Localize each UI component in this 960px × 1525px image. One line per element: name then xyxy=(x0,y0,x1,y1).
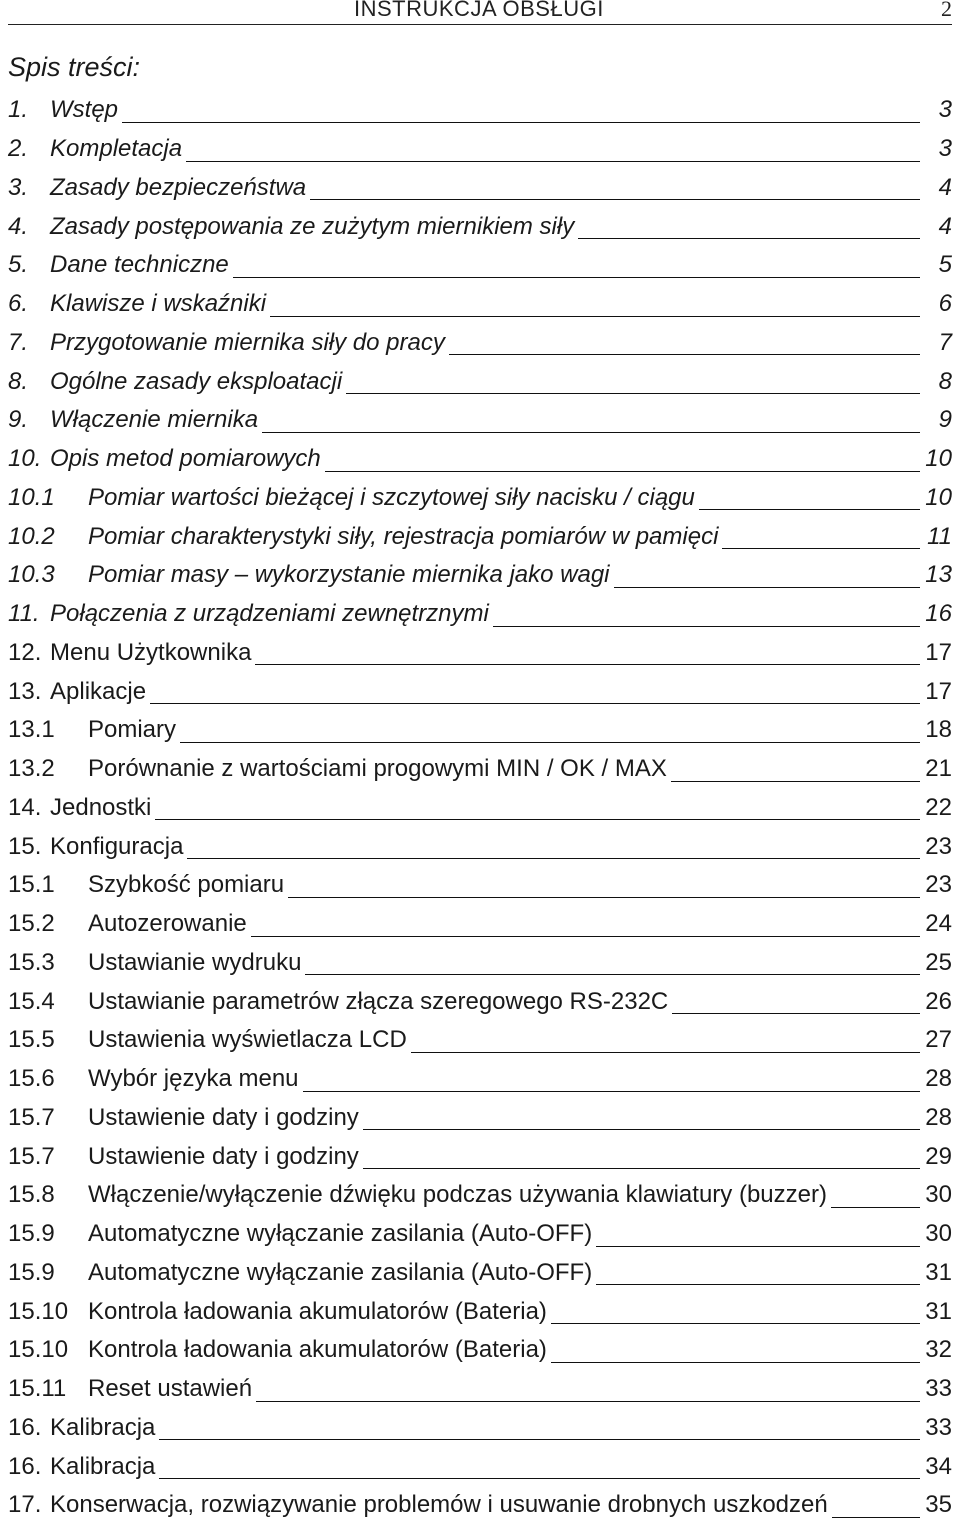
toc-entry-number: 2. xyxy=(8,135,29,163)
toc-entry-page: 13 xyxy=(925,561,952,589)
toc-entry[interactable] xyxy=(8,944,952,983)
toc-entry-number: 6. xyxy=(8,290,29,318)
toc-entry-page: 7 xyxy=(938,328,952,356)
toc-entry-page: 31 xyxy=(925,1297,952,1325)
toc-leader-line xyxy=(831,1207,920,1208)
toc-leader-line xyxy=(155,819,920,820)
toc-entry-title: Połączenia z urządzeniami zewnętrznymi xyxy=(50,600,489,628)
toc-leader-line xyxy=(614,587,920,588)
toc-leader-line xyxy=(699,509,920,510)
document-title: INSTRUKCJA OBSŁUGI xyxy=(354,0,604,21)
toc-entry-title: Kalibracja xyxy=(50,1452,156,1480)
toc-entry-number: 9. xyxy=(8,406,29,434)
toc-entry[interactable] xyxy=(8,866,952,905)
toc-entry[interactable] xyxy=(8,1215,952,1254)
page-number: 2 xyxy=(941,0,952,21)
toc-entry-title: Opis metod pomiarowych xyxy=(50,445,321,473)
toc-entry-number: 15.6 xyxy=(8,1065,55,1093)
toc-entry-number: 15. xyxy=(8,832,42,860)
toc-leader-line xyxy=(346,393,920,394)
toc-leader-line xyxy=(493,626,920,627)
toc-entry-title: Kontrola ładowania akumulatorów (Bateria) xyxy=(88,1297,547,1325)
toc-entry[interactable] xyxy=(8,1486,952,1525)
toc-leader-line xyxy=(256,1401,920,1402)
toc-entry-number: 15.2 xyxy=(8,910,55,938)
toc-leader-line xyxy=(150,703,920,704)
toc-entry[interactable] xyxy=(8,905,952,944)
toc-entry-number: 15.10 xyxy=(8,1297,69,1325)
toc-entry-title: Kalibracja xyxy=(50,1413,156,1441)
toc-leader-line xyxy=(180,742,920,743)
toc-leader-line xyxy=(832,1517,920,1518)
toc-entry-title: Ustawienie daty i godziny xyxy=(88,1142,359,1170)
toc-entry[interactable] xyxy=(8,982,952,1021)
toc-entry-page: 30 xyxy=(925,1181,952,1209)
toc-entry[interactable] xyxy=(8,169,952,208)
toc-entry[interactable] xyxy=(8,1254,952,1293)
toc-entry-page: 33 xyxy=(925,1413,952,1441)
toc-entry-title: Pomiary xyxy=(88,716,177,744)
toc-entry-number: 12. xyxy=(8,638,42,666)
toc-leader-line xyxy=(262,432,920,433)
toc-entry[interactable] xyxy=(8,634,952,673)
toc-entry-title: Pomiar wartości bieżącej i szczytowej siły nacisku / ciągu xyxy=(88,483,695,511)
toc-leader-line xyxy=(671,781,920,782)
toc-leader-line xyxy=(325,471,920,472)
toc-entry-number: 16. xyxy=(8,1452,42,1480)
toc-entry-number: 11. xyxy=(8,600,40,628)
toc-entry-number: 13. xyxy=(8,677,42,705)
toc-leader-line xyxy=(310,199,920,200)
toc-leader-line xyxy=(578,238,920,239)
toc-entry-page: 27 xyxy=(925,1026,952,1054)
page-header xyxy=(8,0,952,25)
toc-entry-title: Ustawienia wyświetlacza LCD xyxy=(88,1026,407,1054)
toc-entry-number: 15.9 xyxy=(8,1220,55,1248)
toc-entry[interactable] xyxy=(8,750,952,789)
toc-entry[interactable] xyxy=(8,1176,952,1215)
toc-leader-line xyxy=(159,1478,920,1479)
toc-entry-title: Zasady bezpieczeństwa xyxy=(50,173,307,201)
toc-entry-page: 23 xyxy=(925,832,952,860)
toc-entry-title: Wybór języka menu xyxy=(88,1065,299,1093)
toc-entry-page: 8 xyxy=(938,367,952,395)
toc-entry-title: Menu Użytkownika xyxy=(50,638,252,666)
toc-entry[interactable] xyxy=(8,827,952,866)
toc-leader-line xyxy=(159,1439,920,1440)
toc-entry-page: 6 xyxy=(938,290,952,318)
toc-entry-page: 24 xyxy=(925,910,952,938)
toc-entry-title: Ogólne zasady eksploatacji xyxy=(50,367,343,395)
toc-leader-line xyxy=(596,1246,920,1247)
toc-entry-title: Pomiar charakterystyki siły, rejestracja pomiarów w pamięci xyxy=(88,522,719,550)
toc-leader-line xyxy=(233,277,920,278)
toc-entry[interactable] xyxy=(8,130,952,169)
toc-entry-number: 14. xyxy=(8,793,42,821)
toc-entry-title: Ustawianie parametrów złącza szeregowego RS-232C xyxy=(88,987,669,1015)
toc-entry-number: 15.9 xyxy=(8,1258,55,1286)
toc-leader-line xyxy=(551,1362,920,1363)
toc-entry-page: 5 xyxy=(938,251,952,279)
toc-entry-page: 22 xyxy=(925,793,952,821)
toc-entry[interactable] xyxy=(8,556,952,595)
toc-entry-title: Szybkość pomiaru xyxy=(88,871,285,899)
toc-entry-number: 4. xyxy=(8,212,29,240)
toc-leader-line xyxy=(449,354,920,355)
toc-entry-page: 16 xyxy=(925,600,952,628)
toc-entry-number: 8. xyxy=(8,367,29,395)
toc-entry-title: Włączenie/wyłączenie dźwięku podczas używania klawiatury (buzzer) xyxy=(88,1181,827,1209)
toc-entry-number: 15.4 xyxy=(8,987,55,1015)
toc-entry[interactable] xyxy=(8,711,952,750)
toc-entry-number: 15.8 xyxy=(8,1181,55,1209)
toc-entry-number: 15.11 xyxy=(8,1375,67,1403)
toc-entry-title: Dane techniczne xyxy=(50,251,229,279)
toc-entry[interactable] xyxy=(8,362,952,401)
toc-leader-line xyxy=(596,1284,920,1285)
toc-entry-title: Zasady postępowania ze zużytym miernikiem siły xyxy=(50,212,575,240)
toc-leader-line xyxy=(672,1013,920,1014)
toc-entry-number: 10. xyxy=(8,445,42,473)
toc-entry-page: 26 xyxy=(925,987,952,1015)
toc-entry-page: 23 xyxy=(925,871,952,899)
toc-entry-number: 15.10 xyxy=(8,1336,69,1364)
toc-leader-line xyxy=(363,1129,920,1130)
toc-entry-page: 3 xyxy=(938,96,952,124)
toc-entry-page: 4 xyxy=(938,212,952,240)
toc-entry-title: Konserwacja, rozwiązywanie problemów i usuwanie drobnych uszkodzeń xyxy=(50,1491,828,1519)
toc-entry-number: 15.7 xyxy=(8,1142,55,1170)
toc-entry-title: Klawisze i wskaźniki xyxy=(50,290,267,318)
toc-entry-page: 33 xyxy=(925,1375,952,1403)
toc-entry-title: Przygotowanie miernika siły do pracy xyxy=(50,328,445,356)
toc-entry-page: 10 xyxy=(925,445,952,473)
toc-entry-number: 10.2 xyxy=(8,522,55,550)
toc-entry[interactable] xyxy=(8,1409,952,1448)
toc-entry-title: Ustawianie wydruku xyxy=(88,948,302,976)
toc-entry-title: Reset ustawień xyxy=(88,1375,253,1403)
toc-entry-number: 1. xyxy=(8,96,29,124)
toc-entry[interactable] xyxy=(8,324,952,363)
toc-entry-number: 3. xyxy=(8,173,29,201)
toc-entry-title: Aplikacje xyxy=(50,677,147,705)
toc-entry-number: 15.5 xyxy=(8,1026,55,1054)
toc-entry-title: Pomiar masy – wykorzystanie miernika jako wagi xyxy=(88,561,610,589)
toc-entry-number: 16. xyxy=(8,1413,42,1441)
toc-leader-line xyxy=(251,936,920,937)
toc-entry-page: 28 xyxy=(925,1103,952,1131)
toc-entry-number: 5. xyxy=(8,251,29,279)
toc-entry-page: 9 xyxy=(938,406,952,434)
toc-entry-page: 30 xyxy=(925,1220,952,1248)
toc-leader-line xyxy=(551,1323,920,1324)
toc-entry[interactable] xyxy=(8,1370,952,1409)
toc-entry[interactable] xyxy=(8,285,952,324)
toc-entry-number: 17. xyxy=(8,1491,42,1519)
toc-entry[interactable] xyxy=(8,207,952,246)
toc-entry-page: 18 xyxy=(925,716,952,744)
toc-entry[interactable] xyxy=(8,246,952,285)
toc-entry-page: 10 xyxy=(925,483,952,511)
toc-entry-page: 17 xyxy=(925,638,952,666)
toc-entry-page: 35 xyxy=(925,1491,952,1519)
toc-entry[interactable] xyxy=(8,1447,952,1486)
toc-entry[interactable] xyxy=(8,517,952,556)
toc-entry-title: Automatyczne wyłączanie zasilania (Auto-OFF) xyxy=(88,1220,593,1248)
toc-entry-title: Automatyczne wyłączanie zasilania (Auto-OFF) xyxy=(88,1258,593,1286)
toc-leader-line xyxy=(722,548,920,549)
toc-entry-page: 3 xyxy=(938,135,952,163)
toc-entry-page: 25 xyxy=(925,948,952,976)
toc-leader-line xyxy=(270,316,920,317)
toc-leader-line xyxy=(411,1052,920,1053)
toc-entry-title: Jednostki xyxy=(50,793,152,821)
toc-entry-title: Konfiguracja xyxy=(50,832,184,860)
toc-leader-line xyxy=(363,1168,920,1169)
toc-entry-number: 13.1 xyxy=(8,716,55,744)
toc-leader-line xyxy=(305,974,920,975)
toc-leader-line xyxy=(122,122,920,123)
toc-entry[interactable] xyxy=(8,401,952,440)
toc-entry-number: 13.2 xyxy=(8,755,55,783)
toc-leader-line xyxy=(288,897,920,898)
toc-entry-number: 10.1 xyxy=(8,483,55,511)
toc-leader-line xyxy=(186,161,920,162)
toc-entry-number: 15.1 xyxy=(8,871,55,899)
toc-entry-number: 7. xyxy=(8,328,29,356)
toc-entry[interactable] xyxy=(8,789,952,828)
toc-entry-page: 17 xyxy=(925,677,952,705)
toc-entry[interactable] xyxy=(8,1331,952,1370)
toc-entry-page: 31 xyxy=(925,1258,952,1286)
toc-entry[interactable] xyxy=(8,672,952,711)
toc-leader-line xyxy=(255,664,920,665)
toc-entry[interactable] xyxy=(8,1099,952,1138)
toc-entry-number: 15.7 xyxy=(8,1103,55,1131)
toc-entry-page: 21 xyxy=(925,755,952,783)
toc-leader-line xyxy=(187,858,920,859)
toc-entry-number: 10.3 xyxy=(8,561,55,589)
toc-entry-title: Autozerowanie xyxy=(88,910,247,938)
toc-entry-title: Wstęp xyxy=(50,96,119,124)
toc-entry[interactable] xyxy=(8,1021,952,1060)
toc-entry-page: 4 xyxy=(938,173,952,201)
toc-entry[interactable] xyxy=(8,1292,952,1331)
toc-heading: Spis treści: xyxy=(8,52,141,82)
toc-entry[interactable] xyxy=(8,595,952,634)
toc-entry-title: Kompletacja xyxy=(50,135,183,163)
toc-entry-title: Kontrola ładowania akumulatorów (Bateria) xyxy=(88,1336,547,1364)
toc-entry[interactable] xyxy=(8,1137,952,1176)
toc-entry[interactable] xyxy=(8,479,952,518)
toc-entry-page: 11 xyxy=(927,522,952,550)
toc-entry[interactable] xyxy=(8,440,952,479)
toc-entry-page: 32 xyxy=(925,1336,952,1364)
toc-entry[interactable] xyxy=(8,91,952,130)
toc-entry-page: 29 xyxy=(925,1142,952,1170)
toc-entry-title: Ustawienie daty i godziny xyxy=(88,1103,359,1131)
table-of-contents xyxy=(8,91,952,1525)
toc-leader-line xyxy=(303,1091,920,1092)
toc-entry-title: Włączenie miernika xyxy=(50,406,259,434)
toc-entry-number: 15.3 xyxy=(8,948,55,976)
toc-entry-title: Porównanie z wartościami progowymi MIN / OK / MAX xyxy=(88,755,667,783)
toc-entry-page: 28 xyxy=(925,1065,952,1093)
toc-entry-page: 34 xyxy=(925,1452,952,1480)
toc-entry[interactable] xyxy=(8,1060,952,1099)
